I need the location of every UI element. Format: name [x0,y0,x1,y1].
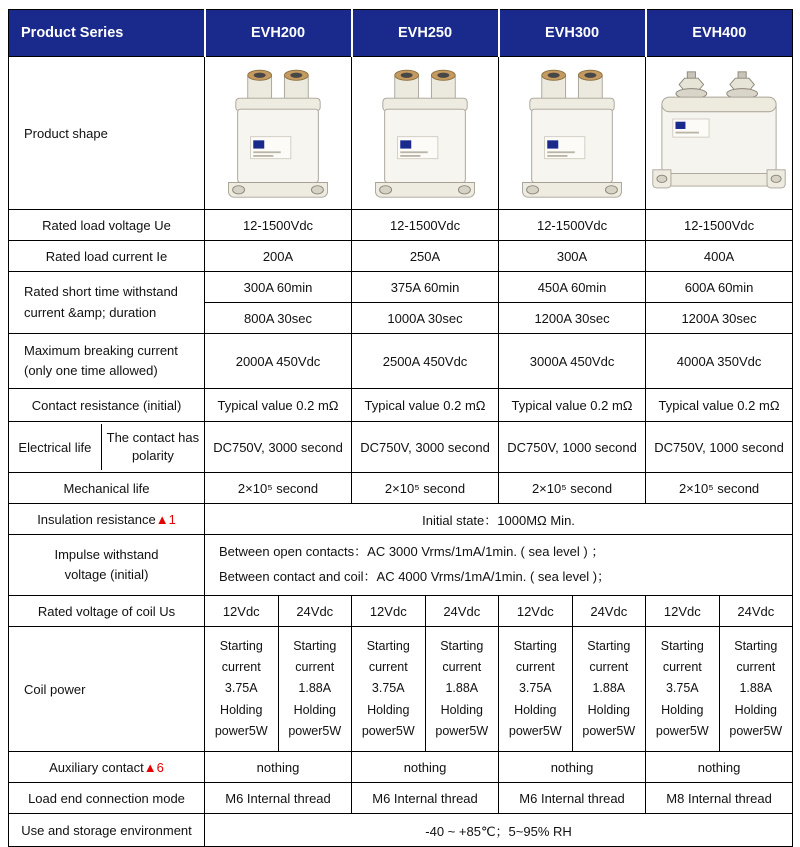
row-contact-resistance [9,389,793,422]
product-image-cell-evh400 [646,57,793,210]
breaking-value: 2000A 450Vdc [205,334,352,389]
current-value: 300A [499,241,646,272]
label-rated-load-voltage: Rated load voltage Ue [9,210,205,241]
current-value: 400A [646,241,793,272]
connection-value: M8 Internal thread [646,783,793,814]
connection-value: M6 Internal thread [352,783,499,814]
label-electrical-life: Electrical life [9,424,102,470]
mechanical-life-value: 2×10⁵ second [205,473,352,504]
withstand-60min-value: 300A 60min [205,272,352,303]
auxiliary-value: nothing [499,752,646,783]
label-auxiliary [9,752,205,783]
label-max-breaking-line1: Maximum breaking current [24,342,178,358]
product-image-cell-evh300 [499,57,646,210]
label-coil-power: Coil power [9,627,205,752]
coil-power-value: Starting current 3.75A Holding power5W [352,627,426,752]
relay-photo-evh300-icon [517,65,627,201]
voltage-value: 12-1500Vdc [352,210,499,241]
auxiliary-value: nothing [205,752,352,783]
withstand-30sec-value: 1000A 30sec [352,303,499,334]
environment-value: -40 ~ +85℃；5~95% RH [205,814,793,847]
relay-photo-evh200-icon [223,65,333,201]
row-rated-load-current [9,241,793,272]
coil-power-value: Starting current 1.88A Holding power5W [719,627,793,752]
header-row [9,10,793,57]
voltage-value: 12-1500Vdc [205,210,352,241]
row-withstand-1 [9,272,793,303]
coil-voltage-value: 12Vdc [205,596,279,627]
contact-resistance-value: Typical value 0.2 mΩ [205,389,352,422]
label-insulation [9,504,205,535]
connection-value: M6 Internal thread [205,783,352,814]
header-evh250: EVH250 [352,10,499,57]
row-coil-power [9,627,793,752]
withstand-60min-value: 375A 60min [352,272,499,303]
label-contact-resistance: Contact resistance (initial) [9,389,205,422]
withstand-30sec-value: 800A 30sec [205,303,352,334]
header-evh300: EVH300 [499,10,646,57]
contact-resistance-value: Typical value 0.2 mΩ [646,389,793,422]
connection-value: M6 Internal thread [499,783,646,814]
coil-voltage-value: 12Vdc [499,596,573,627]
coil-power-value: Starting current 3.75A Holding power5W [205,627,279,752]
row-product-shape [9,57,793,210]
electrical-life-value: DC750V, 3000 second [205,422,352,473]
coil-power-value: Starting current 3.75A Holding power5W [646,627,720,752]
breaking-value: 3000A 450Vdc [499,334,646,389]
row-max-breaking [9,334,793,389]
label-withstand-line2: current &amp; duration [24,304,157,320]
mechanical-life-value: 2×10⁵ second [499,473,646,504]
current-value: 200A [205,241,352,272]
label-max-breaking [9,334,205,389]
label-impulse [9,535,205,596]
header-evh400: EVH400 [646,10,793,57]
row-mechanical-life [9,473,793,504]
voltage-value: 12-1500Vdc [646,210,793,241]
contact-resistance-value: Typical value 0.2 mΩ [352,389,499,422]
electrical-life-value: DC750V, 1000 second [646,422,793,473]
impulse-contact-coil-value: Between contact and coil：AC 4000 Vrms/1mA/1min. ( sea level )； [219,569,611,584]
label-connection-mode: Load end connection mode [9,783,205,814]
auxiliary-footnote-marker: ▲6 [143,759,164,775]
coil-voltage-value: 12Vdc [352,596,426,627]
label-environment: Use and storage environment [9,814,205,847]
header-product-series: Product Series [9,10,205,57]
electrical-life-value: DC750V, 1000 second [499,422,646,473]
coil-power-value: Starting current 1.88A Holding power5W [572,627,646,752]
product-image-cell-evh250 [352,57,499,210]
coil-voltage-value: 24Vdc [719,596,793,627]
label-rated-load-current: Rated load current Ie [9,241,205,272]
row-coil-voltage [9,596,793,627]
label-insulation-text: Insulation resistance [37,511,156,527]
breaking-value: 2500A 450Vdc [352,334,499,389]
row-insulation-resistance [9,504,793,535]
label-max-breaking-line2: (only one time allowed) [24,363,158,378]
row-rated-load-voltage [9,210,793,241]
impulse-value-cell [205,535,793,596]
coil-power-value: Starting current 1.88A Holding power5W [425,627,499,752]
voltage-value: 12-1500Vdc [499,210,646,241]
contact-resistance-value: Typical value 0.2 mΩ [499,389,646,422]
label-coil-voltage: Rated voltage of coil Us [9,596,205,627]
coil-power-value: Starting current 3.75A Holding power5W [499,627,573,752]
row-environment [9,814,793,847]
label-contact-polarity: The contact has polarity [106,429,200,463]
coil-voltage-value: 24Vdc [278,596,352,627]
label-withstand-line1: Rated short time withstand [24,284,178,300]
label-auxiliary-text: Auxiliary contact [49,759,144,775]
spec-table [8,9,793,847]
coil-voltage-value: 24Vdc [572,596,646,627]
mechanical-life-value: 2×10⁵ second [646,473,793,504]
header-evh200: EVH200 [205,10,352,57]
withstand-60min-value: 600A 60min [646,272,793,303]
relay-photo-evh400-icon [651,70,787,197]
row-impulse-voltage [9,535,793,596]
product-image-cell-evh200 [205,57,352,210]
label-impulse-line1: Impulse withstand [54,546,159,562]
coil-voltage-value: 24Vdc [425,596,499,627]
auxiliary-value: nothing [646,752,793,783]
coil-power-value: Starting current 1.88A Holding power5W [278,627,352,752]
auxiliary-value: nothing [352,752,499,783]
breaking-value: 4000A 350Vdc [646,334,793,389]
row-auxiliary-contact [9,752,793,783]
label-withstand [9,272,205,334]
coil-voltage-value: 12Vdc [646,596,720,627]
label-impulse-line2: voltage (initial) [64,567,149,582]
electrical-life-value: DC750V, 3000 second [352,422,499,473]
withstand-30sec-value: 1200A 30sec [646,303,793,334]
current-value: 250A [352,241,499,272]
label-product-shape: Product shape [9,57,205,210]
impulse-open-contacts-value: Between open contacts：AC 3000 Vrms/1mA/1min. ( sea level ) ； [219,544,605,560]
label-mechanical-life: Mechanical life [9,473,205,504]
label-electrical-life-cell [9,422,205,473]
insulation-value: Initial state：1000MΩ Min. [205,504,793,535]
row-electrical-life [9,422,793,473]
relay-photo-evh250-icon [370,65,480,201]
mechanical-life-value: 2×10⁵ second [352,473,499,504]
insulation-footnote-marker: ▲1 [155,511,176,527]
withstand-60min-value: 450A 60min [499,272,646,303]
withstand-30sec-value: 1200A 30sec [499,303,646,334]
row-connection-mode [9,783,793,814]
